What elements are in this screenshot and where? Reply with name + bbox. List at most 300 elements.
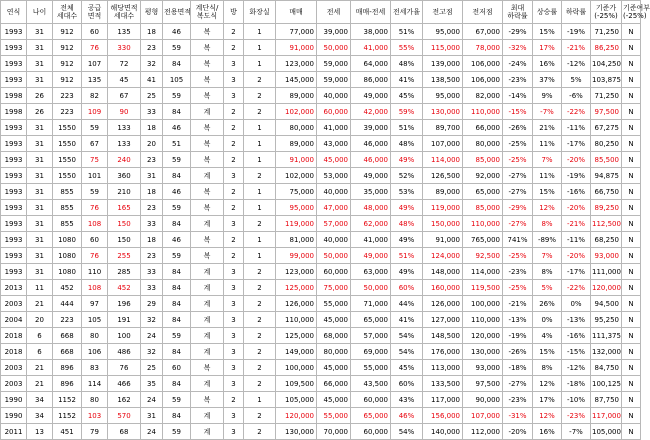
table-cell: 67 [108,88,141,104]
table-cell: N [622,280,641,296]
table-cell: 55% [391,40,423,56]
table-cell: 100,000 [463,296,503,312]
table-cell: 59 [163,392,191,408]
column-header: 매매-전세 [351,1,391,24]
table-cell: N [622,408,641,424]
table-cell: 1993 [1,184,27,200]
table-cell: 240 [108,152,141,168]
table-cell: 49,000 [351,88,391,104]
table-cell: 1 [244,184,276,200]
table-cell: -25% [503,152,533,168]
table-cell: 223 [53,88,82,104]
table-cell: 51% [391,248,423,264]
column-header: 기준여부 (-25%) [622,1,641,24]
table-cell: 89,250 [591,200,622,216]
table-cell: -6% [562,88,591,104]
table-cell: -19% [562,168,591,184]
table-cell: 복 [191,40,224,56]
table-cell: 2 [244,216,276,232]
table-cell: 2013 [1,280,27,296]
table-cell: 3 [224,376,244,392]
table-row [1,168,641,184]
table-cell: 49% [391,152,423,168]
table-cell: 148,500 [423,328,463,344]
table-cell: 156,000 [423,408,463,424]
table-cell: 330 [108,40,141,56]
table-cell: 138,500 [423,72,463,88]
table-cell: -20% [562,248,591,264]
table-cell: 84 [163,312,191,328]
column-header: 기준가 (-25%) [591,1,622,24]
table-cell: 191 [108,312,141,328]
table-cell: 60,000 [317,104,351,120]
table-cell: 복 [191,200,224,216]
table-cell: -17% [562,136,591,152]
table-cell: 17% [533,392,562,408]
table-cell: 107,000 [423,136,463,152]
table-cell: -27% [503,184,533,200]
table-cell: 466 [108,376,141,392]
table-cell: 2 [244,88,276,104]
table-cell: -31% [503,408,533,424]
table-cell: 452 [53,280,82,296]
table-cell: 124,000 [423,248,463,264]
table-cell: 255 [108,248,141,264]
table-cell: 1990 [1,408,27,424]
table-cell: 82 [82,88,108,104]
table-cell: 95,000 [423,88,463,104]
table-cell: 2 [244,344,276,360]
table-cell: 1993 [1,168,27,184]
table-cell: 2018 [1,328,27,344]
table-cell: 43,500 [351,376,391,392]
table-cell: 1080 [53,264,82,280]
table-cell: 110,000 [276,312,317,328]
table-cell: 0% [533,312,562,328]
table-cell: 1152 [53,392,82,408]
table-cell: 54% [391,328,423,344]
table-cell: 1993 [1,200,27,216]
table-cell: 855 [53,216,82,232]
table-cell: 계 [191,312,224,328]
table-cell: 3 [224,328,244,344]
table-cell: 32 [141,312,163,328]
table-cell: 59 [163,200,191,216]
table-row [1,408,641,424]
table-cell: 41% [391,312,423,328]
table-row [1,232,641,248]
table-cell: 67,000 [463,24,503,40]
table-cell: 16% [533,424,562,440]
table-cell: 2 [244,360,276,376]
table-cell: 85,500 [591,152,622,168]
table-cell: 50,000 [317,248,351,264]
table-cell: 65,000 [351,312,391,328]
table-cell: 51% [391,120,423,136]
table-cell: 59 [163,248,191,264]
table-cell: N [622,136,641,152]
table-cell: 46 [163,24,191,40]
table-row [1,72,641,88]
table-cell: 76 [108,360,141,376]
table-cell: 34 [27,408,53,424]
table-cell: 31 [27,168,53,184]
table-cell: 94,875 [591,168,622,184]
table-cell: 1993 [1,264,27,280]
table-cell: 48% [391,216,423,232]
table-row [1,328,641,344]
table-cell: N [622,72,641,88]
table-cell: 1 [244,56,276,72]
table-cell: 15% [533,184,562,200]
table-cell: 3 [224,296,244,312]
table-cell: 16% [533,56,562,72]
table-cell: 93,000 [591,248,622,264]
table-cell: 92,500 [463,248,503,264]
table-cell: 39,000 [351,120,391,136]
table-cell: 복 [191,88,224,104]
table-cell: 105 [163,72,191,88]
table-cell: 41,000 [317,120,351,136]
table-cell: 59,000 [317,56,351,72]
table-cell: 150,000 [423,216,463,232]
table-cell: 1080 [53,248,82,264]
table-cell: 84 [163,168,191,184]
table-cell: -89% [533,232,562,248]
table-cell: 119,000 [276,216,317,232]
table-cell: 71,250 [591,88,622,104]
table-cell: 486 [108,344,141,360]
table-cell: N [622,40,641,56]
table-cell: N [622,424,641,440]
table-cell: 89,700 [423,120,463,136]
table-cell: 35,000 [351,184,391,200]
table-cell: 150 [108,216,141,232]
table-cell: 24 [141,424,163,440]
table-cell: 94,500 [591,296,622,312]
table-cell: 112,500 [591,216,622,232]
table-cell: 8% [533,264,562,280]
table-cell: -23% [503,72,533,88]
table-cell: 1993 [1,248,27,264]
table-cell: 1 [244,152,276,168]
table-cell: -26% [503,344,533,360]
table-cell: 67 [82,136,108,152]
table-cell: 51% [391,24,423,40]
column-header: 나이 [27,1,53,24]
table-cell: 106 [82,344,108,360]
table-cell: 13 [27,424,53,440]
table-cell: 59 [163,88,191,104]
table-cell: 84,750 [591,360,622,376]
table-cell: 912 [53,24,82,40]
column-header: 공급 면적 [82,1,108,24]
column-header: 전체 세대수 [53,1,82,24]
table-cell: 46 [163,184,191,200]
table-cell: 15% [533,344,562,360]
table-cell: 복 [191,360,224,376]
table-cell: 복 [191,392,224,408]
table-cell: 133 [108,136,141,152]
table-cell: 84 [163,344,191,360]
table-cell: 31 [27,72,53,88]
table-cell: -11% [562,232,591,248]
table-cell: 1993 [1,152,27,168]
table-cell: 130,000 [463,344,503,360]
table-cell: N [622,248,641,264]
table-cell: 57,000 [317,216,351,232]
table-cell: 55,000 [317,408,351,424]
table-cell: 285 [108,264,141,280]
table-cell: -15% [503,104,533,120]
table-cell: 12% [533,408,562,424]
table-cell: 48% [391,56,423,72]
table-cell: -7% [562,424,591,440]
table-cell: 1550 [53,120,82,136]
table-cell: 111,000 [591,264,622,280]
table-cell: 107 [82,56,108,72]
table-cell: 62,000 [351,216,391,232]
table-cell: 2 [244,104,276,120]
table-row [1,40,641,56]
table-cell: 115,000 [423,40,463,56]
table-cell: 133,500 [423,376,463,392]
table-cell: 67,275 [591,120,622,136]
table-cell: N [622,344,641,360]
table-cell: 1993 [1,216,27,232]
table-cell: -7% [533,104,562,120]
table-cell: 90,000 [463,392,503,408]
table-cell: 741% [503,232,533,248]
table-cell: 126,000 [423,296,463,312]
table-cell: 102,000 [276,168,317,184]
table-cell: 1 [244,392,276,408]
table-cell: -17% [562,264,591,280]
table-cell: 60,000 [317,264,351,280]
table-cell: 47,000 [317,200,351,216]
table-cell: 2 [244,424,276,440]
table-cell: 113,000 [423,360,463,376]
table-cell: 1550 [53,152,82,168]
table-cell: 2 [224,136,244,152]
table-cell: 33 [141,264,163,280]
table-cell: 9% [533,88,562,104]
table-cell: 80,000 [276,120,317,136]
table-cell: 97,500 [463,376,503,392]
table-cell: 3 [224,56,244,72]
table-cell: 117,000 [591,408,622,424]
table-cell: 46 [163,232,191,248]
table-cell: 75,000 [317,280,351,296]
table-cell: 23 [141,200,163,216]
table-cell: 91,000 [276,152,317,168]
table-cell: 38,000 [351,24,391,40]
table-cell: 106,000 [463,56,503,72]
table-cell: 451 [53,424,82,440]
table-cell: 35 [141,376,163,392]
table-cell: 21 [27,360,53,376]
table-cell: 59 [82,184,108,200]
table-cell: 223 [53,312,82,328]
table-cell: N [622,184,641,200]
table-cell: 1990 [1,392,27,408]
table-cell: 2018 [1,344,27,360]
table-cell: 23 [141,40,163,56]
table-cell: 101 [82,168,108,184]
table-cell: 66,750 [591,184,622,200]
table-cell: 11% [533,136,562,152]
table-cell: 64,000 [351,56,391,72]
table-cell: 계 [191,104,224,120]
column-header: 전세 [317,1,351,24]
table-cell: 복 [191,72,224,88]
table-cell: 계 [191,408,224,424]
table-cell: 48% [391,136,423,152]
table-cell: 5% [562,72,591,88]
table-cell: 24 [141,392,163,408]
table-cell: 63,000 [351,264,391,280]
table-cell: 106,000 [463,72,503,88]
table-cell: 2 [224,184,244,200]
table-cell: 2003 [1,376,27,392]
table-cell: 223 [53,104,82,120]
table-cell: 45% [391,360,423,376]
table-cell: 31 [27,24,53,40]
table-cell: 7% [533,248,562,264]
table-cell: 2 [224,232,244,248]
table-cell: 계 [191,344,224,360]
table-cell: 135 [108,24,141,40]
table-cell: 100,125 [591,376,622,392]
table-cell: 46,000 [351,152,391,168]
table-cell: 31 [27,56,53,72]
table-cell: 40,000 [317,232,351,248]
table-cell: 1550 [53,136,82,152]
table-cell: 복 [191,232,224,248]
table-cell: 84 [163,264,191,280]
table-cell: 112,000 [463,424,503,440]
table-cell: 150 [108,232,141,248]
table-cell: 135 [82,72,108,88]
table-cell: 6 [27,344,53,360]
table-cell: 69,000 [351,344,391,360]
table-cell: N [622,120,641,136]
table-cell: N [622,104,641,120]
column-header: 평형 [141,1,163,24]
table-cell: 1 [244,40,276,56]
table-cell: 452 [108,280,141,296]
table-cell: 18 [141,232,163,248]
table-cell: 33 [141,104,163,120]
table-cell: 59 [163,328,191,344]
table-cell: 79 [82,424,108,440]
table-cell: 2 [244,312,276,328]
table-cell: -32% [503,40,533,56]
table-cell: 21 [27,296,53,312]
table-cell: 53% [391,184,423,200]
table-row [1,280,641,296]
table-cell: 60,000 [351,392,391,408]
table-cell: -21% [562,40,591,56]
table-cell: -25% [503,280,533,296]
table-cell: 1993 [1,40,27,56]
table-cell: 60 [82,232,108,248]
table-cell: 114,000 [463,264,503,280]
table-cell: -18% [503,360,533,376]
table-cell: 160,000 [423,280,463,296]
table-cell: 165 [108,200,141,216]
table-cell: 복 [191,184,224,200]
table-cell: 32 [141,56,163,72]
table-cell: 89,000 [276,136,317,152]
table-cell: 105 [82,312,108,328]
table-cell: 45,000 [317,152,351,168]
table-cell: 37% [533,72,562,88]
table-row [1,152,641,168]
table-cell: 41% [391,72,423,88]
table-cell: 84 [163,104,191,120]
table-cell: N [622,232,641,248]
table-cell: 5% [533,280,562,296]
table-cell: 108 [82,216,108,232]
table-cell: -21% [562,216,591,232]
table-cell: 110,000 [463,104,503,120]
table-cell: 40,000 [317,184,351,200]
column-header: 해당면적 세대수 [108,1,141,24]
table-cell: 53,000 [317,168,351,184]
column-header: 화장실 [244,1,276,24]
table-cell: 107,000 [463,408,503,424]
table-cell: 23 [141,248,163,264]
table-cell: 51 [163,136,191,152]
table-cell: -12% [562,56,591,72]
table-cell: -19% [503,328,533,344]
table-cell: 31 [27,216,53,232]
table-cell: -23% [562,408,591,424]
table-cell: 66,000 [463,120,503,136]
table-cell: 33 [141,216,163,232]
table-cell: 48,000 [351,200,391,216]
table-cell: 110 [82,264,108,280]
table-cell: 12% [533,376,562,392]
table-cell: 912 [53,72,82,88]
table-cell: 계 [191,168,224,184]
table-cell: -24% [503,56,533,72]
table-cell: 77,000 [276,24,317,40]
table-cell: -14% [503,88,533,104]
table-cell: 91,000 [423,232,463,248]
table-cell: 57,000 [351,328,391,344]
table-cell: 668 [53,328,82,344]
table-row [1,200,641,216]
table-cell: N [622,168,641,184]
table-cell: 132,000 [591,344,622,360]
table-cell: 60 [163,360,191,376]
table-cell: 93,000 [463,360,503,376]
table-row [1,248,641,264]
table-row [1,120,641,136]
table-cell: 125,000 [276,328,317,344]
table-cell: 119,000 [423,200,463,216]
table-cell: 114 [82,376,108,392]
table-cell: 50,000 [317,40,351,56]
table-cell: 54% [391,424,423,440]
table-cell: 1998 [1,104,27,120]
table-cell: N [622,360,641,376]
table-cell: 59 [163,152,191,168]
table-cell: 복 [191,24,224,40]
table-cell: 855 [53,184,82,200]
